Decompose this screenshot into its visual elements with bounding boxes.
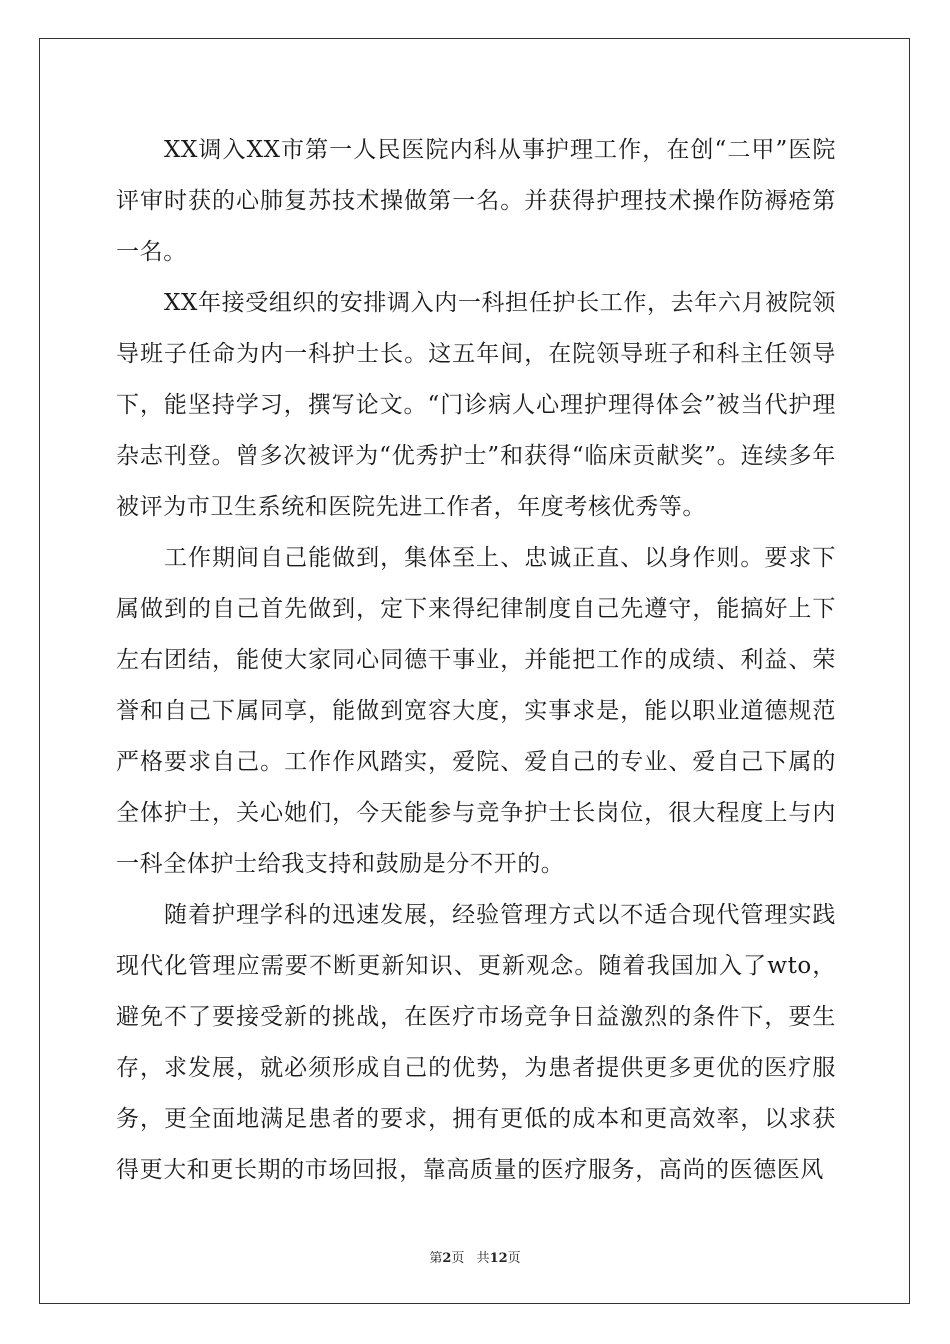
- total-pages-number: 12: [489, 1251, 508, 1266]
- footer-prefix: 第: [429, 1251, 443, 1266]
- current-page-indicator: [429, 1251, 464, 1266]
- footer-total-unit: 页: [507, 1251, 521, 1266]
- footer-total-prefix: 共: [476, 1251, 490, 1266]
- paragraph-1: XX调入XX市第一人民医院内科从事护理工作，在创“二甲”医院评审时获的心肺复苏技术操做第一名。并获得护理技术操作防褥疮第一名。: [116, 137, 836, 265]
- document-body: [116, 125, 836, 1196]
- paragraph-4: 随着护理学科的迅速发展，经验管理方式以不适合现代管理实践现代化管理应需要不断更新知识、更新观念。随着我国加入了wto，避免不了要接受新的挑战，在医疗市场竞争日益激烈的条件下，要生存，求发展，就必须形成自己的优势，为患者提供更多更优的医疗服务，更全面地满足患者的要求，拥有更低的成本和更高效率，以求获得更大和更长期的市场回报，靠高质量的医疗服务，高尚的医德医风: [116, 902, 836, 1183]
- footer-page-unit: 页: [451, 1251, 465, 1266]
- current-page-number: 2: [442, 1251, 452, 1266]
- paragraph-2: XX年接受组织的安排调入内一科担任护长工作，去年六月被院领导班子任命为内一科护士长。这五年间，在院领导班子和科主任领导下，能坚持学习，撰写论文。“门诊病人心理护理得体会”被当代护理杂志刊登。曾多次被评为“优秀护士”和获得“临床贡献奖”。连续多年被评为市卫生系统和医院先进工作者，年度考核优秀等。: [116, 290, 836, 520]
- total-pages-indicator: [477, 1251, 521, 1266]
- page-footer: [0, 1247, 950, 1266]
- paragraph-3: 工作期间自己能做到，集体至上、忠诚正直、以身作则。要求下属做到的自己首先做到，定下来得纪律制度自己先遵守，能搞好上下左右团结，能使大家同心同德干事业，并能把工作的成绩、利益、荣誉和自己下属同享，能做到宽容大度，实事求是，能以职业道德规范严格要求自己。工作作风踏实，爱院、爱自己的专业、爱自己下属的全体护士，关心她们，今天能参与竞争护士长岗位，很大程度上与内一科全体护士给我支持和鼓励是分不开的。: [116, 545, 836, 877]
